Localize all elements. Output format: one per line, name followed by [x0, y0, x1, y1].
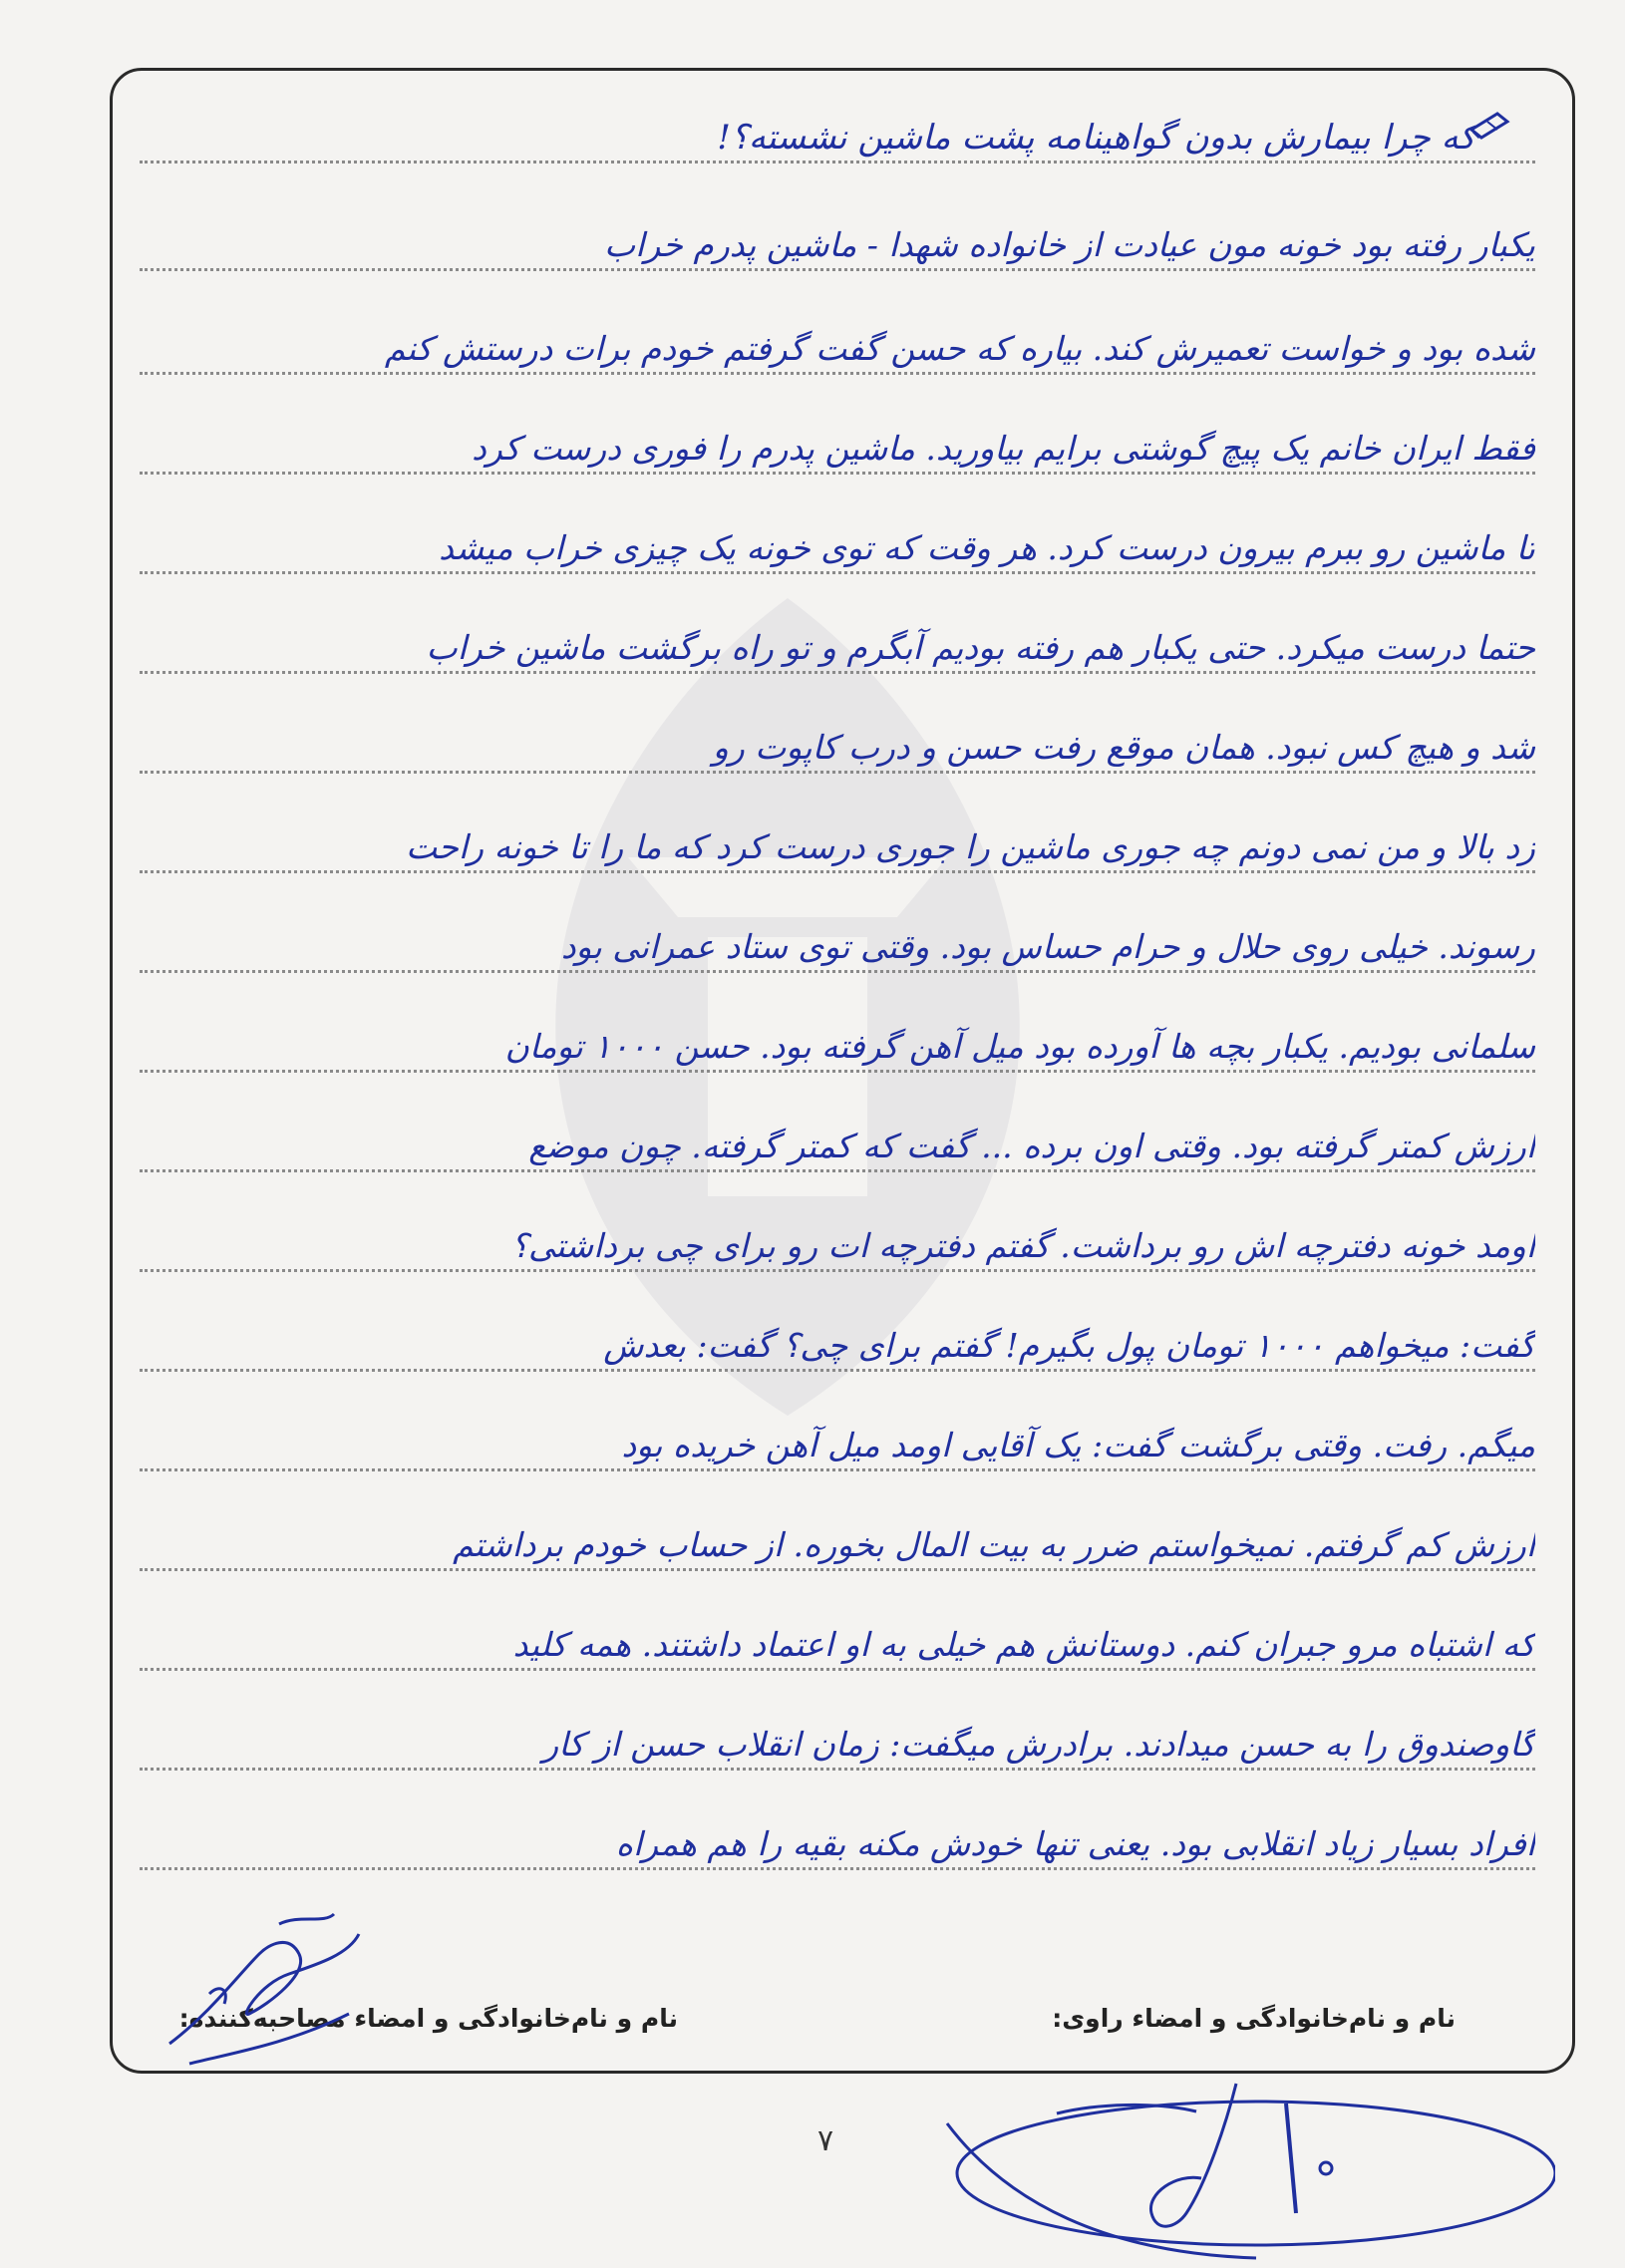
- dotted-rule: [140, 161, 1535, 163]
- handwritten-line: [120, 1695, 1535, 1781]
- dotted-rule: [140, 1070, 1535, 1073]
- dotted-rule: [140, 372, 1535, 375]
- line-text: گاوصندوق را به حسن میدادند. برادرش میگفت: زمان انقلاب حسن از کار: [542, 1725, 1535, 1764]
- handwritten-line: [120, 498, 1535, 584]
- dotted-rule: [140, 1369, 1535, 1372]
- handwritten-line: [120, 1794, 1535, 1880]
- handwritten-line: [120, 997, 1535, 1083]
- dotted-rule: [140, 1568, 1535, 1571]
- dotted-rule: [140, 771, 1535, 774]
- handwritten-line: [120, 897, 1535, 983]
- handwritten-line: [120, 598, 1535, 684]
- line-text: زد بالا و من نمی دونم چه جوری ماشین را جوری درست کرد که ما را تا خونه راحت: [406, 827, 1535, 866]
- line-text: اومد خونه دفترچه اش رو برداشت. گفتم دفترچه ات رو برای چی برداشتی؟: [510, 1226, 1535, 1265]
- handwritten-line: [120, 299, 1535, 385]
- handwritten-line: [120, 1296, 1535, 1382]
- handwritten-line: [120, 1495, 1535, 1581]
- line-text: که چرا بیمارش بدون گواهینامه پشت ماشین نشسته؟!: [717, 118, 1475, 158]
- handwritten-line: [120, 798, 1535, 883]
- page-number: ۷: [817, 2123, 834, 2158]
- interviewer-signature-label: نام و نام‌خانوادگی و امضاء مصاحبه‌کننده:: [178, 2004, 678, 2033]
- dotted-rule: [140, 870, 1535, 873]
- handwritten-line: [120, 1595, 1535, 1681]
- dotted-rule: [140, 671, 1535, 674]
- handwritten-line: [120, 88, 1535, 173]
- dotted-rule: [140, 268, 1535, 271]
- narrator-signature-label: نام و نام‌خانوادگی و امضاء راوی:: [1052, 2004, 1456, 2033]
- line-text: که اشتباه مرو جبران کنم. دوستانش هم خیلی به او اعتماد داشتند. همه کلید: [512, 1625, 1535, 1664]
- dotted-rule: [140, 571, 1535, 574]
- handwritten-line: [120, 195, 1535, 281]
- dotted-rule: [140, 1768, 1535, 1771]
- line-text: رسوند. خیلی روی حلال و حرام حساس بود. وقتی توی ستاد عمرانی بود: [560, 927, 1535, 966]
- handwritten-line: [120, 1097, 1535, 1182]
- line-text: یکبار رفته بود خونه مون عیادت از خانواده شهدا - ماشین پدرم خراب: [604, 225, 1535, 264]
- dotted-rule: [140, 970, 1535, 973]
- line-text: ارزش کم گرفتم. نمیخواستم ضرر به بیت المال بخوره. از حساب خودم برداشتم: [453, 1525, 1535, 1564]
- line-text: میگم. رفت. وقتی برگشت گفت: یک آقایی اومد میل آهن خریده بود: [621, 1426, 1535, 1464]
- handwritten-line: [120, 399, 1535, 485]
- handwritten-line: [120, 698, 1535, 784]
- line-text: حتما درست میکرد. حتی یکبار هم رفته بودیم آبگرم و تو راه برگشت ماشین خراب: [426, 628, 1535, 667]
- handwritten-line: [120, 1396, 1535, 1481]
- line-text: تا ماشین رو ببرم بیرون درست کرد. هر وقت که توی خونه یک چیزی خراب میشد: [439, 528, 1535, 567]
- line-text: شده بود و خواست تعمیرش کند. بیاره که حسن گفت گرفتم خودم برات درستش کنم: [384, 329, 1535, 368]
- line-text: شد و هیچ کس نبود. همان موقع رفت حسن و درب کاپوت رو: [712, 728, 1535, 767]
- dotted-rule: [140, 1468, 1535, 1471]
- line-text: ارزش کمتر گرفته بود. وقتی اون برده ... گفت که کمتر گرفته. چون موضع: [528, 1127, 1535, 1165]
- dotted-rule: [140, 1668, 1535, 1671]
- narrator-signature: [150, 1894, 379, 2084]
- line-text: فقط ایران خانم یک پیچ گوشتی برایم بیاورید. ماشین پدرم را فوری درست کرد: [472, 429, 1535, 468]
- line-text: افراد بسیار زیاد انقلابی بود. یعنی تنها خودش مکنه بقیه را هم همراه: [615, 1824, 1535, 1863]
- dotted-rule: [140, 1867, 1535, 1870]
- line-text: سلمانی بودیم. یکبار بچه ها آورده بود میل آهن گرفته بود. حسن ۱۰۰۰ تومان: [504, 1027, 1535, 1066]
- line-text: گفت: میخواهم ۱۰۰۰ تومان پول بگیرم! گفتم برای چی؟ گفت: بعدش: [603, 1326, 1535, 1365]
- handwritten-line: [120, 1196, 1535, 1282]
- dotted-rule: [140, 472, 1535, 475]
- interviewer-signature: [857, 2064, 1555, 2268]
- dotted-rule: [140, 1269, 1535, 1272]
- dotted-rule: [140, 1169, 1535, 1172]
